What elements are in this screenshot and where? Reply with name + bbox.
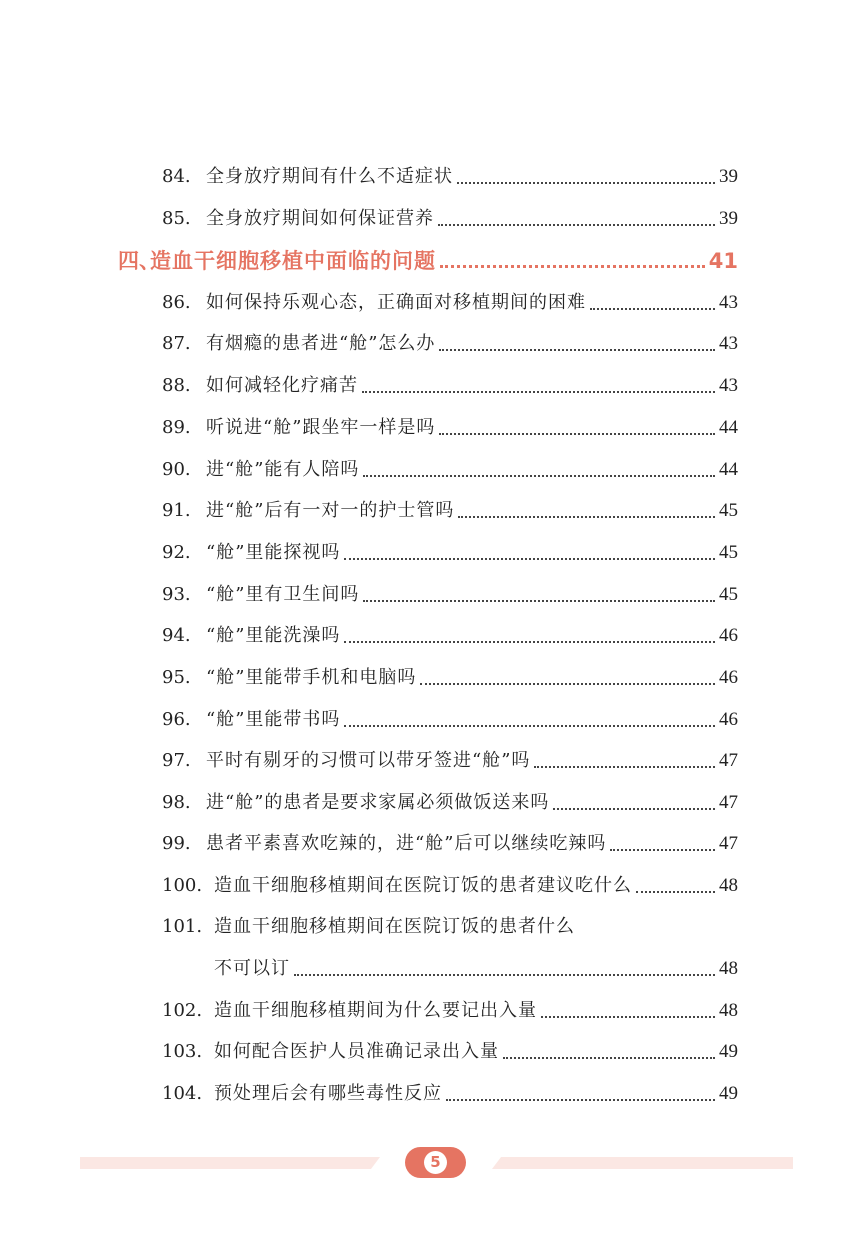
toc-entry-number: 89. [162,417,191,438]
toc-page-number: 47 [719,750,738,771]
toc-dot-leader [457,182,715,184]
toc-entry-continuation [214,956,738,982]
toc-entry-number: 91. [162,500,191,521]
toc-dot-leader [344,558,715,560]
toc-dot-leader [420,683,715,685]
toc-entry-title: 全身放疗期间如何保证营养 [206,208,434,229]
toc-entry-title: 如何配合医护人员准确记录出入量 [214,1041,499,1062]
toc-entry-title: 不可以订 [214,958,290,979]
toc-entry-title: 患者平素喜欢吃辣的，进“舱”后可以继续吃辣吗 [206,833,607,854]
toc-entry-title: “舱”里能带手机和电脑吗 [206,667,417,688]
toc-entry-number: 100. [162,875,203,896]
toc-page-number: 49 [719,1083,738,1104]
toc-entry [162,665,738,691]
toc-dot-leader [362,391,715,393]
toc-page-number: 46 [719,667,738,688]
toc-page-number: 43 [719,292,738,313]
toc-entry-number: 97. [162,750,191,771]
toc-dot-leader [439,349,715,351]
toc-dot-leader [590,308,715,310]
toc-entry [162,540,738,566]
toc-page-number: 44 [719,459,738,480]
toc-dot-leader [503,1057,715,1059]
page-number: 5 [424,1151,447,1174]
toc-entry-title: 预处理后会有哪些毒性反应 [214,1083,442,1104]
toc-entry-title: 如何保持乐观心态，正确面对移植期间的困难 [206,292,586,313]
toc-entry-number: 93. [162,584,191,605]
toc-entry [162,164,738,190]
toc-page-number: 45 [719,500,738,521]
toc-entry-title: 造血干细胞移植中面临的问题 [150,249,436,273]
toc-entry [162,331,738,357]
toc-entry [162,873,738,899]
toc-entry-title: 听说进“舱”跟坐牢一样是吗 [206,417,436,438]
toc-entry-number: 86. [162,292,191,313]
toc-entry-number: 90. [162,459,191,480]
toc-entry-number: 103. [162,1041,203,1062]
toc-page-number: 43 [719,333,738,354]
toc-page-number: 47 [719,833,738,854]
toc-dot-leader [439,433,715,435]
toc-page-number: 46 [719,709,738,730]
toc-dot-leader [541,1016,715,1018]
toc-page-number: 48 [719,958,738,979]
toc-entry [162,1081,738,1107]
toc-section-heading [118,248,738,274]
toc-dot-leader [344,725,715,727]
toc-entry-number: 87. [162,333,191,354]
toc-dot-leader [610,849,715,851]
toc-page-number: 47 [719,792,738,813]
page-number-badge [405,1147,466,1178]
toc-entry [162,415,738,441]
toc-dot-leader [458,516,715,518]
toc-entry [162,831,738,857]
toc-entry [162,373,738,399]
footer-band-left [80,1157,380,1169]
toc-dot-leader [553,808,715,810]
toc-entry-number: 85. [162,208,191,229]
toc-dot-leader [534,766,715,768]
toc-dot-leader [294,974,715,976]
footer-band-right [492,1157,793,1169]
toc-entry-number: 99. [162,833,191,854]
toc-page-number: 48 [719,875,738,896]
toc-entry [162,498,738,524]
toc-dot-leader [446,1099,715,1101]
toc-entry-title: 进“舱”能有人陪吗 [206,459,360,480]
toc-page-number: 41 [708,249,738,273]
toc-page-number: 39 [719,166,738,187]
toc-entry-number: 104. [162,1083,203,1104]
toc-entry-number: 88. [162,375,191,396]
toc-dot-leader [363,475,715,477]
toc-entry-title: “舱”里能带书吗 [206,709,341,730]
toc-entry [162,290,738,316]
toc-entry [162,998,738,1024]
toc-entry-title: 进“舱”后有一对一的护士管吗 [206,500,455,521]
toc-entry-number: 101. [162,916,203,937]
toc-entry [162,1039,738,1065]
toc-entry-number: 94. [162,625,191,646]
toc-dot-leader [636,891,715,893]
toc-entry-title: 造血干细胞移植期间为什么要记出入量 [214,1000,537,1021]
toc-entry-title: 有烟瘾的患者进“舱”怎么办 [206,333,436,354]
toc-entry-title: 如何减轻化疗痛苦 [206,375,358,396]
toc-entry-title: 进“舱”的患者是要求家属必须做饭送来吗 [206,792,550,813]
toc-entry [162,914,738,940]
toc-page-number: 39 [719,208,738,229]
toc-entry [162,623,738,649]
toc-page-number: 48 [719,1000,738,1021]
toc-entry [162,206,738,232]
toc-page-number: 49 [719,1041,738,1062]
toc-entry-number: 96. [162,709,191,730]
toc-entry-number: 92. [162,542,191,563]
toc-entry-title: “舱”里有卫生间吗 [206,584,360,605]
toc-entry-title: 全身放疗期间有什么不适症状 [206,166,453,187]
toc-page-number: 46 [719,625,738,646]
toc-entry [162,707,738,733]
toc-page-number: 45 [719,542,738,563]
toc-entry [162,748,738,774]
toc-dot-leader [363,600,715,602]
toc-page-number: 45 [719,584,738,605]
toc-entry [162,457,738,483]
toc-page-number: 44 [719,417,738,438]
toc-entry-number: 四、 [118,249,160,273]
toc-entry [162,790,738,816]
toc-entry-title: “舱”里能探视吗 [206,542,341,563]
toc-entry-number: 102. [162,1000,203,1021]
toc-entry-number: 95. [162,667,191,688]
toc-entry-title: “舱”里能洗澡吗 [206,625,341,646]
toc-dot-leader [438,224,715,226]
toc-page-number: 43 [719,375,738,396]
toc-dot-leader [440,265,705,268]
toc-entry [162,582,738,608]
toc-entry-number: 98. [162,792,191,813]
toc-entry-title: 平时有剔牙的习惯可以带牙签进“舱”吗 [206,750,531,771]
toc-entry-number: 84. [162,166,191,187]
toc-entry-title: 造血干细胞移植期间在医院订饭的患者建议吃什么 [214,875,632,896]
toc-entry-title: 造血干细胞移植期间在医院订饭的患者什么 [214,916,575,937]
toc-dot-leader [344,641,715,643]
